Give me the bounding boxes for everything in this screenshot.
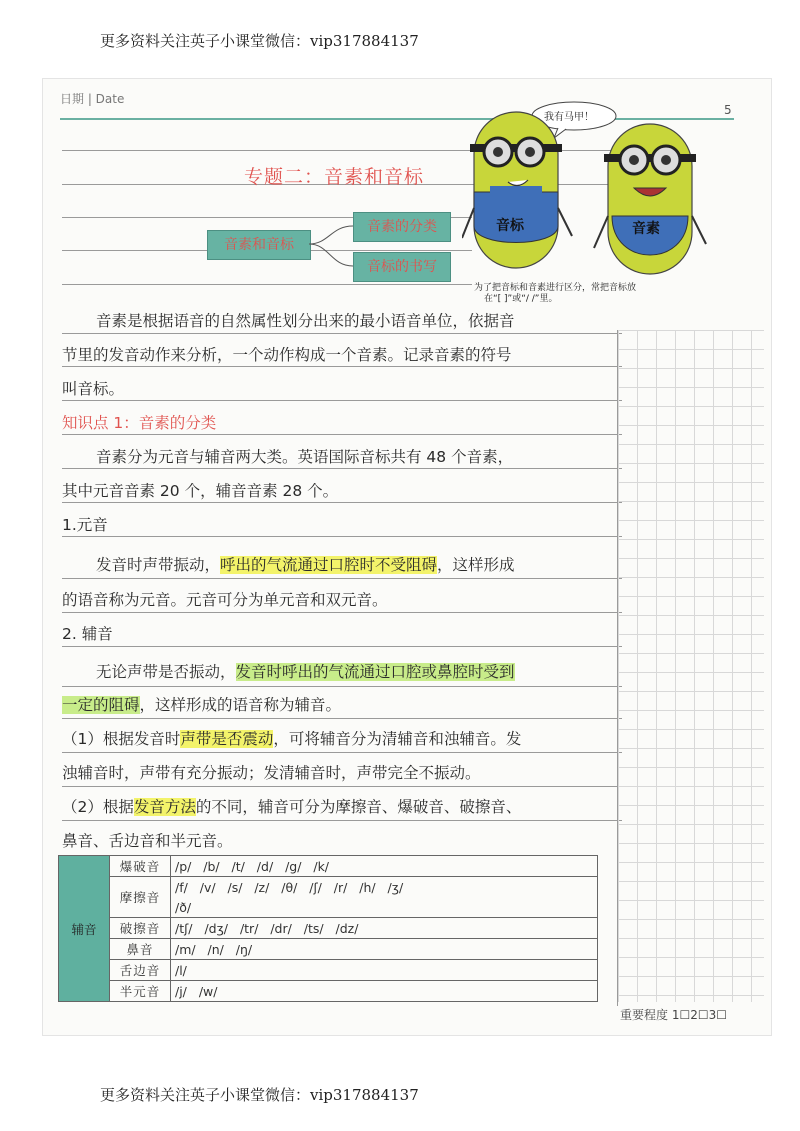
mindmap-root: 音素和音标 — [207, 230, 311, 260]
kp1-heading: 知识点 1：音素的分类 — [62, 414, 217, 432]
table-row: 摩擦音 /f/ /v/ /s/ /z/ /θ/ /ʃ/ /r/ /h/ /ʒ/ — [59, 877, 598, 898]
table-row: 辅音 爆破音 /p/ /b/ /t/ /d/ /g/ /k/ — [59, 856, 598, 877]
consonant-point-2-line-2: 鼻音、舌边音和半元音。 — [62, 832, 233, 850]
table-row: /ð/ — [59, 897, 598, 918]
importance-rating: 重要程度 1☐2☐3☐ — [620, 1008, 727, 1022]
minion-right-label: 音素 — [632, 221, 660, 237]
minion-illustration — [462, 98, 712, 298]
table-row: 鼻音 /m/ /n/ /ŋ/ — [59, 939, 598, 960]
consonant-highlight-1: 发音时呼出的气流通过口腔或鼻腔时受到 — [235, 663, 515, 681]
consonant-heading: 2. 辅音 — [62, 625, 113, 643]
minion-left-label: 音标 — [496, 218, 524, 234]
consonant-point-1-line-2: 浊辅音时，声带有充分振动；发清辅音时，声带完全不振动。 — [62, 764, 481, 782]
table-row: 破擦音 /tʃ/ /dʒ/ /tr/ /dr/ /ts/ /dz/ — [59, 918, 598, 939]
intro-line-1: 音素是根据语音的自然属性划分出来的最小语音单位，依据音 — [96, 312, 515, 330]
table-row: 舌边音 /l/ — [59, 960, 598, 981]
cartoon-caption-line2: 在“[ ]”或“/ /”里。 — [484, 294, 558, 304]
consonant-line-2: 一定的阻碍，这样形成的语音称为辅音。 — [62, 696, 342, 714]
consonant-table — [58, 855, 598, 1002]
kp1-line-1: 音素分为元音与辅音两大类。英语国际音标共有 48 个音素， — [96, 448, 514, 466]
vowel-heading: 1.元音 — [62, 516, 108, 534]
page-title: 专题二：音素和音标 — [244, 166, 425, 188]
consonant-line-1: 无论声带是否振动，发音时呼出的气流通过口腔或鼻腔时受到 — [96, 663, 515, 681]
mindmap-branch-classification: 音素的分类 — [353, 212, 451, 242]
consonant-highlight-3: 声带是否震动 — [180, 730, 274, 748]
table-category: 辅音 — [59, 856, 110, 1002]
consonant-highlight-2: 一定的阻碍 — [62, 696, 140, 714]
graph-grid — [618, 330, 764, 1002]
table-row: 半元音 /j/ /w/ — [59, 981, 598, 1002]
kp1-line-2: 其中元音音素 20 个，辅音音素 28 个。 — [62, 482, 339, 500]
consonant-point-2: （2）根据发音方法的不同，辅音可分为摩擦音、爆破音、破擦音、 — [62, 798, 522, 816]
page-number: 5 — [724, 103, 732, 117]
cartoon-caption-line1: 为了把音标和音素进行区分，常把音标放 — [474, 283, 637, 293]
mindmap-branch-writing: 音标的书写 — [353, 252, 451, 282]
vowel-line-2: 的语音称为元音。元音可分为单元音和双元音。 — [62, 591, 388, 609]
vowel-highlight: 呼出的气流通过口腔时不受阻碍 — [220, 556, 438, 574]
consonant-point-1: （1）根据发音时声带是否震动，可将辅音分为清辅音和浊辅音。发 — [62, 730, 522, 748]
consonant-highlight-4: 发音方法 — [133, 798, 196, 816]
vowel-line-1: 发音时声带振动，呼出的气流通过口腔时不受阻碍，这样形成 — [96, 556, 515, 574]
promo-footer: 更多资料关注英子小课堂微信：vip317884137 — [100, 1086, 419, 1104]
date-label: 日期 | Date — [60, 92, 125, 106]
intro-line-3: 叫音标。 — [62, 380, 125, 398]
mindmap-connector — [309, 220, 355, 276]
intro-line-2: 节里的发音动作来分析，一个动作构成一个音素。记录音素的符号 — [62, 346, 512, 364]
promo-header: 更多资料关注英子小课堂微信：vip317884137 — [100, 32, 419, 50]
speech-bubble-text: 我有马甲！ — [544, 112, 594, 123]
